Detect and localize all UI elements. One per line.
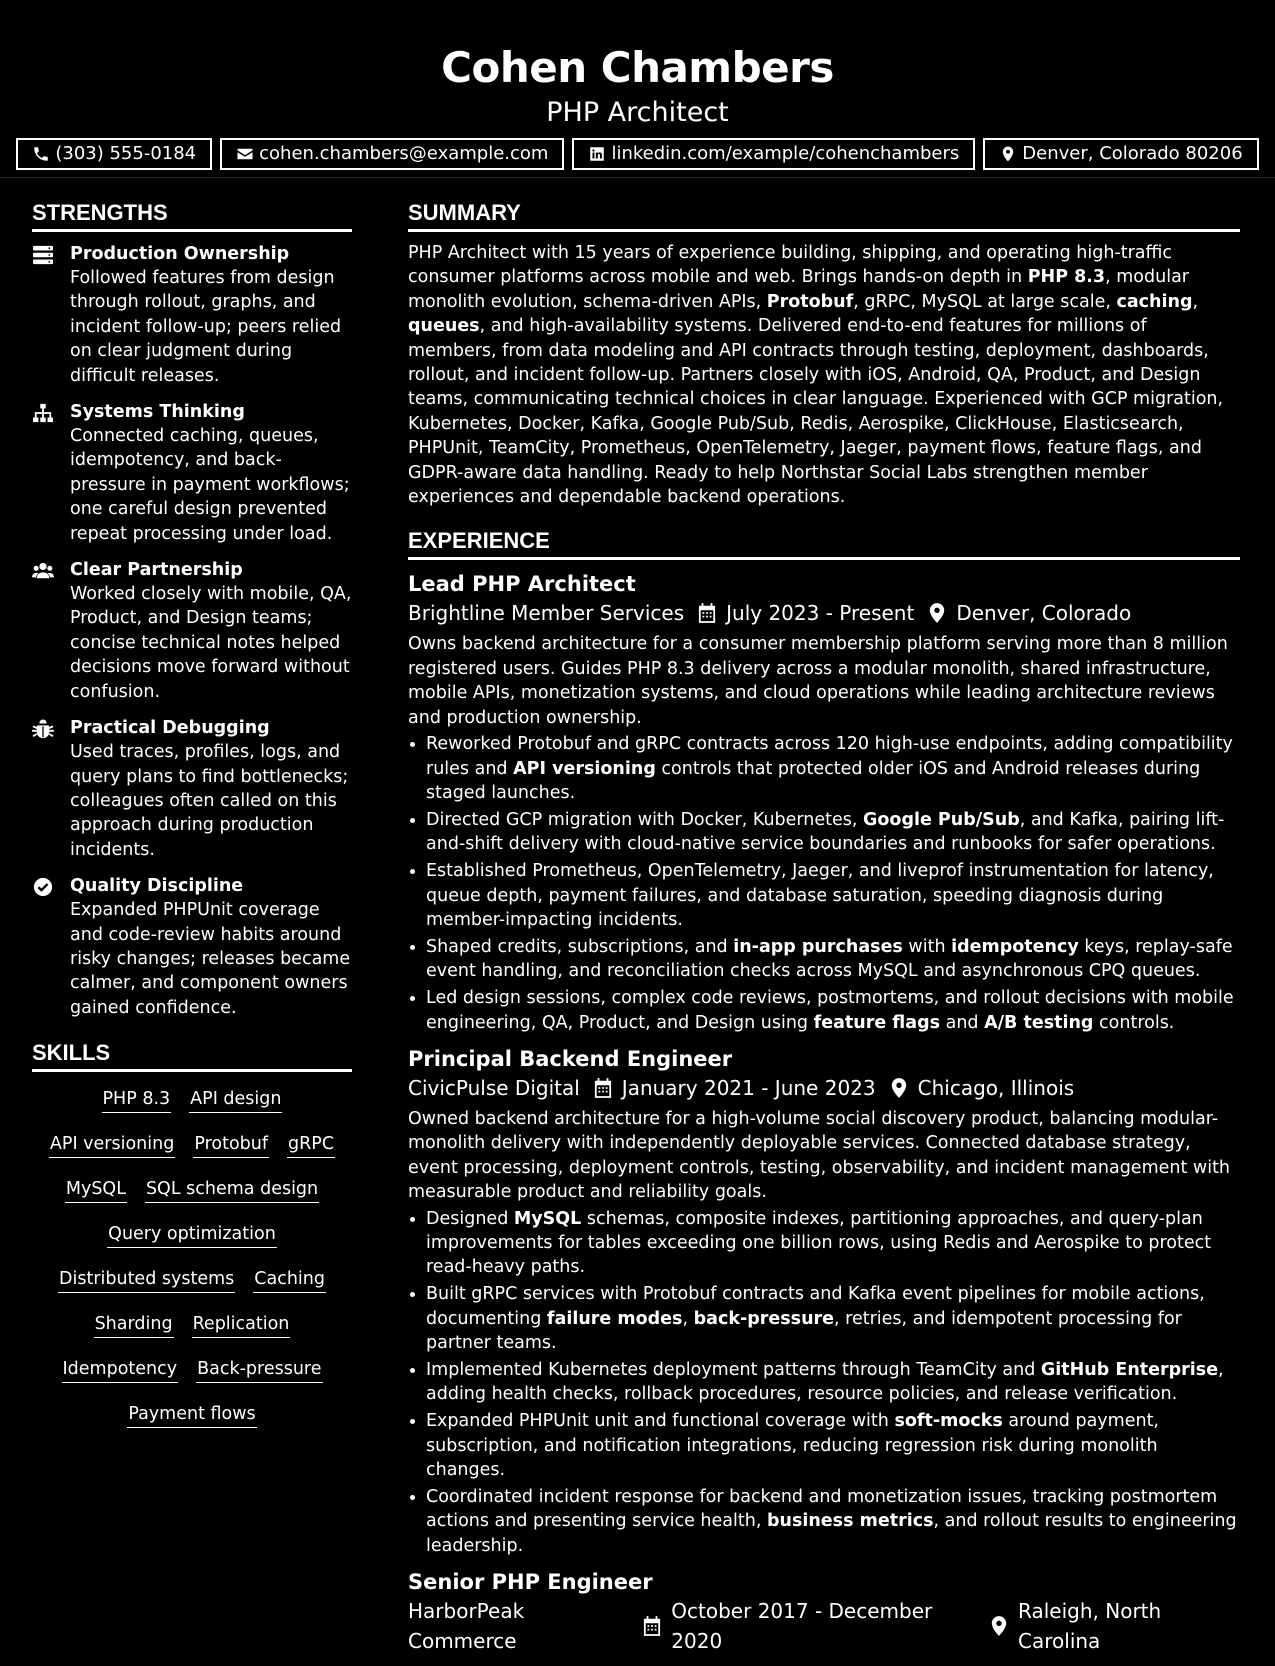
contact-location-text: Denver, Colorado 80206 [1022,143,1243,164]
bold-keyword: failure modes [546,1308,683,1329]
skill-tag: Distributed systems [58,1268,235,1293]
skills-row [32,1133,352,1178]
job-bullet: • Coordinated incident response for backend and monetization issues, tracking postmortem actions and presenting service health, business metrics, and rollout results to engineering leadership. [426,1485,1240,1558]
job-entry [408,1045,1240,1558]
bold-keyword: feature flags [813,1012,941,1033]
skills-row [32,1178,352,1223]
bold-keyword: queues [408,316,480,337]
job-description: Owns backend architecture for a consumer membership platform serving more than 8 million registered users. Guides PHP 8.3 delivery across a modular monolith, shared infrastructure, mobile APIs, monetization systems, and cloud operations while leading architecture reviews and production ownership. [408,634,1228,728]
strength-title: Quality Discipline [70,876,244,897]
skill-tag: Caching [253,1268,326,1293]
calendar-icon [643,1616,661,1636]
strength-desc: Expanded PHPUnit coverage and code-review habits around risky changes; releases became calmer, and component owners gained confidence. [70,900,351,1018]
map-pin-icon [928,603,946,623]
strength-item [32,874,352,1020]
skills-list [32,1082,352,1448]
calendar-icon [594,1078,612,1098]
strength-item [32,558,352,704]
skill-tag: Query optimization [107,1223,277,1248]
job-company: HarborPeak Commerce [408,1599,525,1654]
contact-bar [0,138,1275,170]
skill-tag: gRPC [287,1133,335,1158]
strength-desc: Connected caching, queues, idempotency, and back-pressure in payment workflows; one careful design prevented repeat processing under load. [70,426,350,544]
skill-tag: Back-pressure [196,1358,322,1383]
experience-section [408,528,1240,1656]
skills-heading: SKILLS [32,1040,352,1072]
strength-title: Clear Partnership [70,560,243,581]
bold-keyword: GitHub Enterprise [1040,1360,1219,1381]
job-bullet: • Expanded PHPUnit unit and functional coverage with soft-mocks around payment, subscription, and notification integrations, reducing regression risk during monolith changes. [426,1409,1240,1482]
strength-desc: Worked closely with mobile, QA, Product, and Design teams; concise technical notes helped decisions move forward without confusion. [70,584,352,702]
job-bullet: • Established Prometheus, OpenTelemetry, Jaeger, and liveprof instrumentation for latency, queue depth, payment failures, and database saturation, speeding diagnosis during member-impacting incidents. [426,859,1240,932]
job-location: Chicago, Illinois [917,1075,1075,1100]
strength-item [32,242,352,388]
skill-tag: Replication [192,1313,291,1338]
strength-desc: Followed features from design through rollout, graphs, and incident follow-up; peers relied on clear judgment during difficult releases. [70,268,342,386]
strength-desc: Used traces, profiles, logs, and query plans to find bottlenecks; colleagues often called on this approach during production incidents. [70,742,349,860]
candidate-name: Cohen Chambers [441,43,834,92]
skill-tag: Payment flows [127,1403,256,1428]
right-column [408,200,1240,1666]
candidate-role: PHP Architect [546,97,729,128]
contact-linkedin-text: linkedin.com/example/cohenchambers [611,143,960,164]
calendar-icon [698,603,716,623]
bold-keyword: Google Pub/Sub [863,809,1020,830]
skill-tag: API versioning [49,1133,175,1158]
job-title: Senior PHP Engineer [408,1570,653,1595]
skill-tag: Idempotency [62,1358,179,1383]
sitemap-icon [32,403,54,423]
strength-title: Practical Debugging [70,718,270,739]
bold-keyword: idempotency [951,936,1079,957]
server-icon [32,245,54,265]
strengths-section [32,200,352,1020]
skill-tag: SQL schema design [145,1178,319,1203]
envelope-icon [236,145,254,163]
bold-keyword: back-pressure [693,1308,835,1329]
job-bullet: • Led design sessions, complex code reviews, postmortems, and rollout decisions with mobile engineering, QA, Product, and Design using feature flags and A/B testing controls. [426,986,1240,1035]
job-bullet: • Designed MySQL schemas, composite indexes, partitioning approaches, and query-plan improvements for tables exceeding one billion rows, using Redis and Aerospike to protect read-heavy paths. [426,1207,1240,1280]
summary-text: PHP Architect with 15 years of experience building, shipping, and operating high-traffic consumer platforms across mobile and web. Brings hands-on depth in PHP 8.3, modular monolith evolution, schema-driven APIs, Protobuf, gRPC, MySQL at large scale, caching, queues, and high-availability systems. Delivered end-to-end features for millions of members, from data modeling and API contracts through testing, deployment, dashboards, rollout, and incident follow-up. Partners closely with iOS, Android, QA, Product, and Design teams, communicating technical choices in clear language. Experienced with GCP migration, Kubernetes, Docker, Kafka, Google Pub/Sub, Redis, Aerospike, ClickHouse, Elasticsearch, PHPUnit, TeamCity, Prometheus, OpenTelemetry, Jaeger, payment flows, feature flags, and GDPR-aware data handling. Ready to help Northstar Social Labs strengthen member experiences and dependable backend operations. [408,243,1224,508]
job-entry [408,570,1240,1035]
left-column [32,200,352,1448]
contact-email[interactable] [220,138,564,170]
contact-phone-text: (303) 555-0184 [55,143,197,164]
bold-keyword: MySQL [513,1208,582,1229]
bold-keyword: in-app purchases [733,936,903,957]
job-bullet: • Built gRPC services with Protobuf contracts and Kafka event pipelines for mobile actions, documenting failure modes, back-pressure, retries, and idempotent processing for partner teams. [426,1282,1240,1355]
strength-title: Systems Thinking [70,402,245,423]
job-bullets [408,732,1240,1035]
job-bullet: • Implemented Kubernetes deployment patterns through TeamCity and GitHub Enterprise, adding health checks, rollback procedures, resource policies, and release verification. [426,1358,1240,1407]
check-circle-icon [32,877,54,897]
skills-row [32,1313,352,1358]
bold-keyword: A/B testing [984,1012,1094,1033]
header-divider [0,177,1275,178]
strength-item [32,716,352,862]
job-meta [408,1596,1240,1656]
job-bullets [408,1207,1240,1559]
summary-section [408,200,1240,509]
map-pin-icon [990,1616,1008,1636]
skills-row [32,1358,352,1403]
job-company: CivicPulse Digital [408,1075,580,1100]
job-bullet: • Reworked Protobuf and gRPC contracts across 120 high-use endpoints, adding compatibility rules and API versioning controls that protected older iOS and Android releases during staged launches. [426,732,1240,805]
resume-header [0,0,1275,170]
linkedin-icon [588,145,606,163]
job-meta [408,598,1240,628]
job-location: Raleigh, North Carolina [1018,1599,1162,1654]
job-bullet: • Shaped credits, subscriptions, and in-app purchases with idempotency keys, replay-safe event handling, and reconciliation checks across MySQL and asynchronous CPQ queues. [426,935,1240,984]
skill-tag: API design [189,1088,282,1113]
job-title: Lead PHP Architect [408,572,636,597]
contact-linkedin[interactable] [572,138,975,170]
map-pin-icon [999,145,1017,163]
job-dates: July 2023 - Present [726,601,915,626]
summary-heading: SUMMARY [408,200,1240,232]
bold-keyword: business metrics [766,1511,934,1532]
contact-email-text: cohen.chambers@example.com [259,143,549,164]
bug-icon [32,719,54,739]
job-location: Denver, Colorado [956,601,1132,626]
bold-keyword: Protobuf [766,291,854,312]
bold-keyword: soft-mocks [894,1411,1003,1432]
job-dates: October 2017 - December 2020 [671,1599,933,1654]
bold-keyword: caching [1116,291,1193,312]
job-company: Brightline Member Services [408,601,685,626]
skills-section [32,1040,352,1448]
job-entry [408,1568,1240,1656]
experience-heading: EXPERIENCE [408,528,1240,560]
skills-row [32,1223,352,1268]
contact-location [983,138,1258,170]
skill-tag: MySQL [65,1178,127,1203]
skills-row [32,1268,352,1313]
job-description: Owned backend architecture for a high-volume social discovery product, balancing modular-monolith delivery with independently deployable services. Connected database strategy, event processing, deployment controls, testing, observability, and incident management with measurable product and reliability goals. [408,1108,1231,1203]
bold-keyword: API versioning [513,758,656,779]
job-dates: January 2021 - June 2023 [621,1075,876,1100]
skills-row [32,1088,352,1133]
strength-title: Production Ownership [70,244,290,264]
bold-keyword: PHP 8.3 [1027,267,1106,288]
skills-row [32,1403,352,1448]
skill-tag: PHP 8.3 [102,1088,172,1113]
map-pin-icon [890,1078,908,1098]
job-meta [408,1073,1240,1103]
job-title: Principal Backend Engineer [408,1046,733,1071]
skill-tag: Protobuf [193,1133,269,1158]
job-bullet: • Directed GCP migration with Docker, Kubernetes, Google Pub/Sub, and Kafka, pairing lift-and-shift delivery with cloud-native service boundaries and runbooks for safer operations. [426,808,1240,857]
strengths-heading: STRENGTHS [32,200,352,232]
strength-item [32,400,352,546]
skill-tag: Sharding [94,1313,174,1338]
contact-phone[interactable] [16,138,212,170]
users-icon [32,561,54,581]
phone-icon [32,145,50,163]
